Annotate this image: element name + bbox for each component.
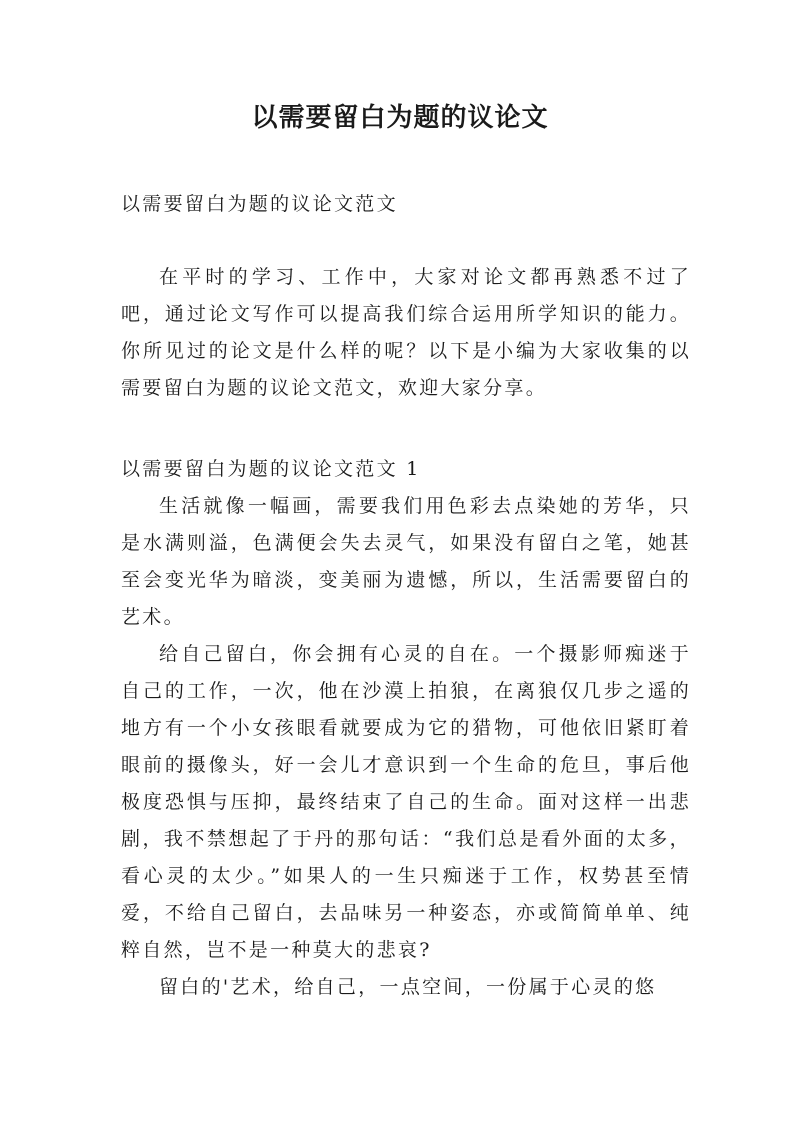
intro-paragraph: 在平时的学习、工作中，大家对论文都再熟悉不过了吧，通过论文写作可以提高我们综合运用所学知识的能力。你所见过的论文是什么样的呢？以下是小编为大家收集的以需要留白为题的议论文范文，欢迎大家分享。 xyxy=(121,266,691,399)
section-heading: 以需要留白为题的议论文范文 1 xyxy=(121,458,421,480)
article-paragraph: 生活就像一幅画，需要我们用色彩去点染她的芳华，只是水满则溢，色满便会失去灵气，如果没有留白之笔，她甚至会变光华为暗淡，变美丽为遗憾，所以，生活需要留白的艺术。 xyxy=(121,495,691,628)
article-paragraph: 给自己留白，你会拥有心灵的自在。一个摄影师痴迷于自己的工作，一次，他在沙漠上拍狼，在离狼仅几步之遥的地方有一个小女孩眼看就要成为它的猎物，可他依旧紧盯着眼前的摄像头，好一会儿才意识到一个生命的危旦，事后他极度恐惧与压抑，最终结束了自己的生命。面对这样一出悲剧，我不禁想起了于丹的那句话：“我们总是看外面的太多，看心灵的太少。”如果人的一生只痴迷于工作，权势甚至情爱，不给自己留白，去品味另一种姿态，亦或简简单单、纯粹自然，岂不是一种莫大的悲哀? xyxy=(121,643,691,961)
article-body xyxy=(121,488,691,1006)
article-paragraph: 留白的'艺术，给自己，一点空间，一份属于心灵的悠 xyxy=(159,976,657,998)
document-title: 以需要留白为题的议论文 xyxy=(251,103,549,133)
document-subtitle: 以需要留白为题的议论文范文 xyxy=(121,193,398,215)
intro-section xyxy=(121,259,691,407)
